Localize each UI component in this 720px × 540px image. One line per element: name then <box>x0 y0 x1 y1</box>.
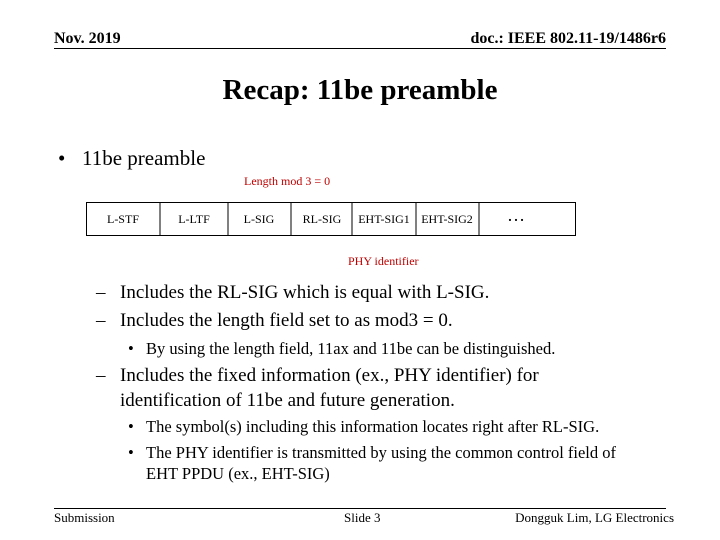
sub-bullet-3: – Includes the fixed information (ex., PHY identifier) for <box>96 365 539 386</box>
bullet-dot: • <box>58 146 66 170</box>
footer-submission: Submission <box>54 510 115 525</box>
field-rl-sig: RL-SIG <box>302 212 342 226</box>
footer-divider <box>54 508 666 509</box>
sub-bullet-1: – Includes the RL-SIG which is equal with L-SIG. <box>96 282 490 303</box>
sub-sub-bullet-1: • By using the length field, 11ax and 11be can be distinguished. <box>128 339 556 358</box>
sub-sub-bullet-3: • The PHY identifier is transmitted by using the common control field of <box>128 443 617 462</box>
header-date: Nov. 2019 <box>54 30 121 47</box>
field-eht-sig1: EHT-SIG1 <box>358 212 410 226</box>
sub-sub-bullet-2: • The symbol(s) including this information locates right after RL-SIG. <box>128 417 600 436</box>
sub-bullet-3-continuation: identification of 11be and future generation. <box>120 390 455 411</box>
field-l-ltf: L-LTF <box>178 212 210 226</box>
bullet-main-text: 11be preamble <box>82 146 206 170</box>
header-doc-id: doc.: IEEE 802.11-19/1486r6 <box>470 30 666 47</box>
field-eht-sig2: EHT-SIG2 <box>421 212 473 226</box>
phy-identifier-annotation: PHY identifier <box>348 254 419 268</box>
slide-title: Recap: 11be preamble <box>222 74 498 106</box>
preamble-diagram <box>86 202 576 236</box>
header-divider <box>54 48 666 49</box>
footer-slide-number: Slide 3 <box>344 510 381 525</box>
sub-bullet-2: – Includes the length field set to as mod3 = 0. <box>96 310 453 331</box>
length-mod-annotation: Length mod 3 = 0 <box>244 174 331 188</box>
field-ellipsis: … <box>507 205 525 225</box>
field-l-sig: L-SIG <box>243 212 275 226</box>
bullet-main <box>58 146 205 171</box>
footer-author: Dongguk Lim, LG Electronics <box>515 510 674 525</box>
sub-sub-bullet-3-continuation: EHT PPDU (ex., EHT-SIG) <box>146 464 330 483</box>
field-l-stf: L-STF <box>106 212 140 226</box>
